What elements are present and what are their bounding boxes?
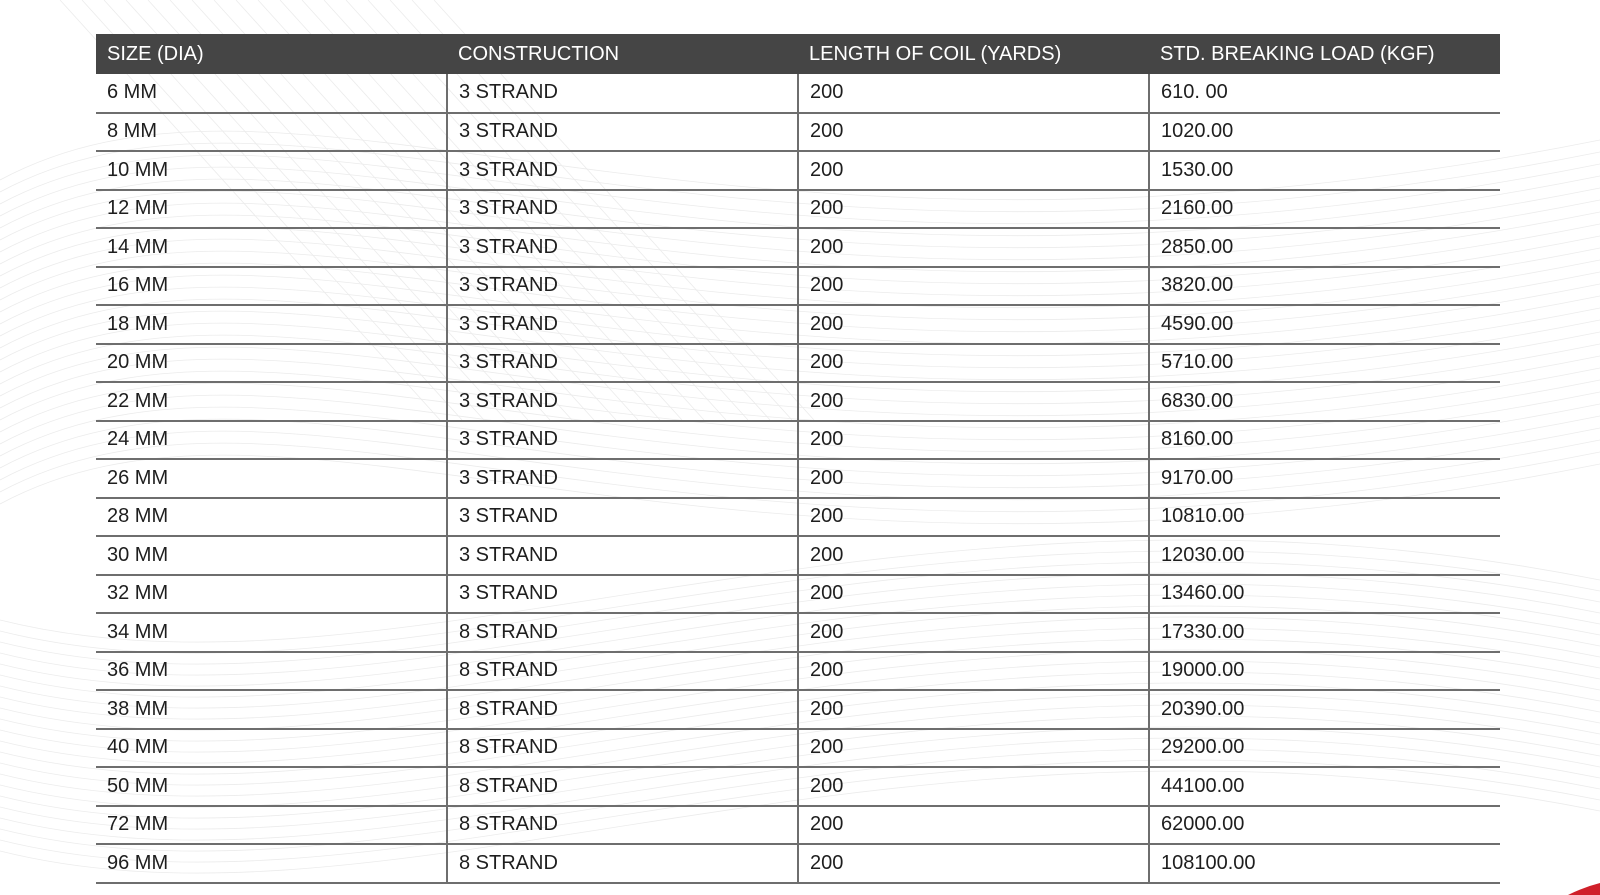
cell-size: 34 MM [96,613,447,652]
cell-construction: 8 STRAND [447,767,798,806]
cell-length: 200 [798,613,1149,652]
table-row [96,190,1500,229]
cell-size: 12 MM [96,190,447,229]
cell-length: 200 [798,459,1149,498]
cell-construction: 3 STRAND [447,190,798,229]
cell-construction: 3 STRAND [447,459,798,498]
table-row [96,382,1500,421]
cell-breaking-load: 12030.00 [1149,536,1500,575]
cell-breaking-load: 17330.00 [1149,613,1500,652]
cell-length: 200 [798,806,1149,845]
cell-construction: 3 STRAND [447,498,798,537]
cell-construction: 3 STRAND [447,74,798,113]
cell-breaking-load: 1530.00 [1149,151,1500,190]
table-row [96,267,1500,306]
cell-size: 50 MM [96,767,447,806]
cell-length: 200 [798,113,1149,152]
cell-construction: 3 STRAND [447,228,798,267]
table-row [96,844,1500,883]
cell-construction: 8 STRAND [447,806,798,845]
table-row [96,151,1500,190]
cell-length: 200 [798,74,1149,113]
cell-length: 200 [798,575,1149,614]
cell-length: 200 [798,151,1149,190]
cell-length: 200 [798,767,1149,806]
table-row [96,498,1500,537]
cell-construction: 3 STRAND [447,421,798,460]
table-row [96,767,1500,806]
cell-construction: 8 STRAND [447,690,798,729]
cell-breaking-load: 2160.00 [1149,190,1500,229]
cell-breaking-load: 20390.00 [1149,690,1500,729]
cell-construction: 3 STRAND [447,113,798,152]
cell-breaking-load: 8160.00 [1149,421,1500,460]
cell-breaking-load: 4590.00 [1149,305,1500,344]
cell-size: 32 MM [96,575,447,614]
cell-length: 200 [798,190,1149,229]
cell-size: 14 MM [96,228,447,267]
cell-construction: 3 STRAND [447,382,798,421]
table-row [96,74,1500,113]
cell-size: 40 MM [96,729,447,768]
header-length: LENGTH OF COIL (YARDS) [809,42,1062,65]
cell-size: 28 MM [96,498,447,537]
cell-size: 38 MM [96,690,447,729]
cell-size: 30 MM [96,536,447,575]
table-row [96,613,1500,652]
cell-size: 16 MM [96,267,447,306]
table-row [96,228,1500,267]
cell-breaking-load: 62000.00 [1149,806,1500,845]
cell-length: 200 [798,690,1149,729]
rope-specification-table [96,34,1500,884]
cell-size: 20 MM [96,344,447,383]
cell-size: 8 MM [96,113,447,152]
cell-breaking-load: 29200.00 [1149,729,1500,768]
cell-breaking-load: 44100.00 [1149,767,1500,806]
cell-construction: 3 STRAND [447,344,798,383]
cell-size: 24 MM [96,421,447,460]
cell-construction: 3 STRAND [447,536,798,575]
cell-breaking-load: 19000.00 [1149,652,1500,691]
cell-length: 200 [798,536,1149,575]
header-breaking-load: STD. BREAKING LOAD (KGF) [1160,42,1435,65]
cell-breaking-load: 108100.00 [1149,844,1500,883]
cell-breaking-load: 6830.00 [1149,382,1500,421]
table-row [96,729,1500,768]
cell-size: 36 MM [96,652,447,691]
table-body [96,74,1500,883]
cell-length: 200 [798,267,1149,306]
table-row [96,344,1500,383]
cell-length: 200 [798,498,1149,537]
cell-size: 10 MM [96,151,447,190]
corner-accent-shape [1560,875,1600,895]
cell-size: 6 MM [96,74,447,113]
table-row [96,305,1500,344]
cell-construction: 8 STRAND [447,844,798,883]
cell-size: 96 MM [96,844,447,883]
cell-length: 200 [798,421,1149,460]
cell-length: 200 [798,729,1149,768]
cell-length: 200 [798,228,1149,267]
cell-length: 200 [798,844,1149,883]
cell-construction: 8 STRAND [447,652,798,691]
cell-size: 72 MM [96,806,447,845]
cell-length: 200 [798,652,1149,691]
cell-construction: 8 STRAND [447,729,798,768]
header-size: SIZE (DIA) [107,42,204,65]
cell-breaking-load: 5710.00 [1149,344,1500,383]
cell-construction: 3 STRAND [447,575,798,614]
header-row [96,34,1500,74]
cell-length: 200 [798,382,1149,421]
table-row [96,421,1500,460]
cell-breaking-load: 9170.00 [1149,459,1500,498]
table-row [96,536,1500,575]
cell-size: 18 MM [96,305,447,344]
cell-size: 22 MM [96,382,447,421]
cell-construction: 3 STRAND [447,151,798,190]
table-row [96,113,1500,152]
table-row [96,652,1500,691]
cell-breaking-load: 10810.00 [1149,498,1500,537]
header-construction: CONSTRUCTION [458,42,620,65]
cell-breaking-load: 2850.00 [1149,228,1500,267]
table-header [96,34,1500,74]
cell-breaking-load: 13460.00 [1149,575,1500,614]
cell-construction: 3 STRAND [447,305,798,344]
cell-construction: 8 STRAND [447,613,798,652]
cell-construction: 3 STRAND [447,267,798,306]
table-row [96,575,1500,614]
table-row [96,459,1500,498]
table-row [96,806,1500,845]
table-row [96,690,1500,729]
cell-size: 26 MM [96,459,447,498]
cell-length: 200 [798,344,1149,383]
cell-breaking-load: 3820.00 [1149,267,1500,306]
cell-length: 200 [798,305,1149,344]
cell-breaking-load: 610. 00 [1149,74,1500,113]
cell-breaking-load: 1020.00 [1149,113,1500,152]
